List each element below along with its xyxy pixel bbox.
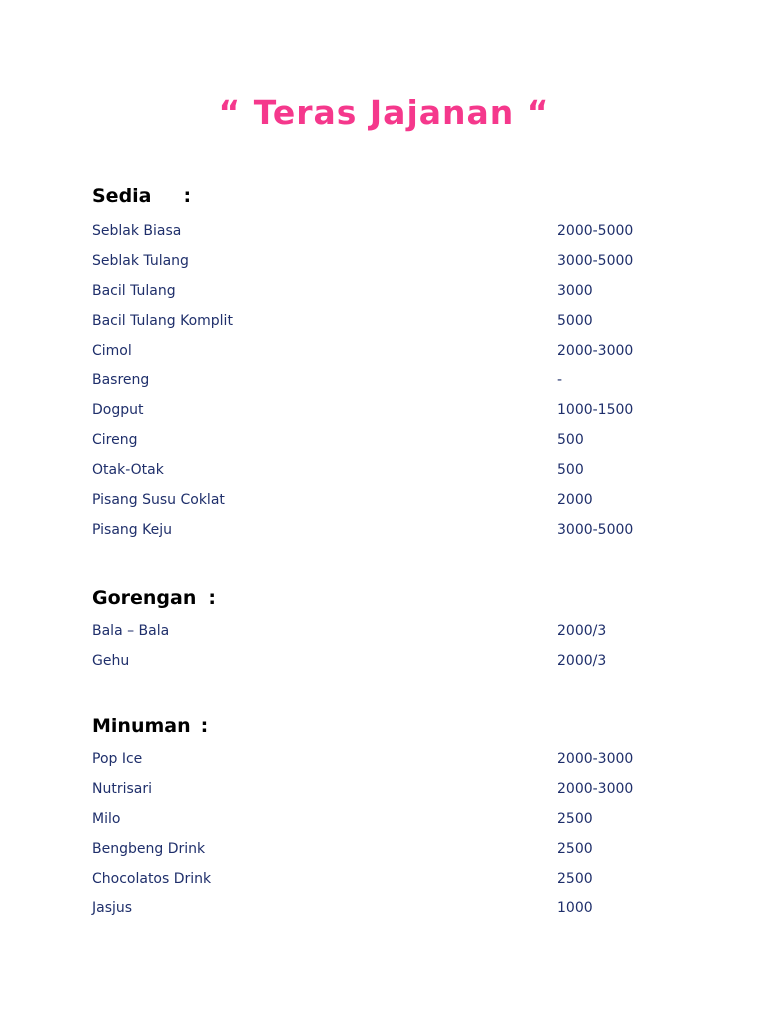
menu-item-name: Nutrisari (92, 780, 152, 797)
menu-item (92, 426, 692, 456)
section-minuman (92, 711, 692, 924)
menu-item (92, 745, 692, 775)
menu-item-name: Pisang Keju (92, 521, 172, 538)
menu-item-price: 2000/3 (557, 652, 607, 669)
menu-item-price: 2500 (557, 810, 593, 827)
menu-item (92, 456, 692, 486)
menu-list (92, 217, 692, 546)
menu-item-price: 3000-5000 (557, 521, 634, 538)
menu-item-price: 2000/3 (557, 623, 607, 639)
section-heading (92, 583, 692, 613)
menu-item-price: 1000 (557, 900, 593, 917)
menu-item-price: 2000 (557, 492, 593, 509)
menu-list (92, 745, 692, 924)
section-heading-colon: : (200, 715, 209, 737)
menu-item-name: Bacil Tulang (92, 282, 176, 299)
menu-item (92, 486, 692, 516)
menu-item-price: 3000-5000 (557, 252, 634, 269)
menu-item (92, 366, 692, 396)
menu-item-price: 1000-1500 (557, 402, 634, 419)
menu-item-price: 2000-5000 (557, 223, 634, 239)
section-heading-label: Minuman (92, 715, 191, 737)
menu-item-name: Milo (92, 810, 121, 827)
menu-item-price: 2000-3000 (557, 751, 634, 767)
menu-item-name: Bacil Tulang Komplit (92, 312, 233, 329)
menu-item-name: Cimol (92, 342, 132, 359)
menu-item-name: Basreng (92, 372, 150, 389)
section-heading-label: Sedia (92, 185, 152, 207)
menu-item (92, 835, 692, 865)
menu-item-price: 500 (557, 432, 584, 449)
section-heading-colon: : (183, 185, 192, 207)
menu-item-name: Bala – Bala (92, 623, 170, 639)
menu-item (92, 865, 692, 895)
menu-item (92, 775, 692, 805)
menu-item-name: Cireng (92, 432, 138, 449)
menu-item-price: 2000-3000 (557, 342, 634, 359)
menu-item (92, 894, 692, 924)
menu-list (92, 617, 692, 677)
menu-item-name: Gehu (92, 652, 130, 669)
menu-item-price: 2500 (557, 840, 593, 857)
menu-item (92, 617, 692, 647)
menu-item-price: 2000-3000 (557, 780, 634, 797)
menu-item-name: Chocolatos Drink (92, 870, 212, 887)
menu-item-name: Dogput (92, 402, 144, 419)
section-heading-colon: : (208, 587, 216, 609)
menu-item (92, 337, 692, 367)
page-title: “ Teras Jajanan “ (218, 93, 550, 132)
menu-item (92, 396, 692, 426)
menu-item-name: Pop Ice (92, 751, 143, 767)
menu-item-price: - (557, 372, 563, 389)
menu-item-price: 3000 (557, 282, 593, 299)
menu-item-name: Seblak Tulang (92, 252, 189, 269)
menu-item (92, 247, 692, 277)
menu-item-name: Seblak Biasa (92, 223, 182, 239)
section-heading (92, 711, 692, 741)
menu-item-name: Bengbeng Drink (92, 840, 206, 857)
section-gorengan (92, 583, 692, 677)
menu-item-name: Jasjus (92, 900, 133, 917)
menu-item-name: Otak-Otak (92, 462, 164, 479)
menu-item (92, 647, 692, 677)
section-heading-label: Gorengan (92, 587, 197, 609)
menu-item-price: 5000 (557, 312, 593, 329)
menu-item (92, 277, 692, 307)
section-heading (92, 181, 692, 211)
menu-item (92, 805, 692, 835)
menu-item-name: Pisang Susu Coklat (92, 492, 225, 509)
menu-item-price: 2500 (557, 870, 593, 887)
menu-item (92, 217, 692, 247)
section-sedia (92, 181, 692, 546)
menu-item-price: 500 (557, 462, 584, 479)
menu-item (92, 307, 692, 337)
menu-item (92, 516, 692, 546)
